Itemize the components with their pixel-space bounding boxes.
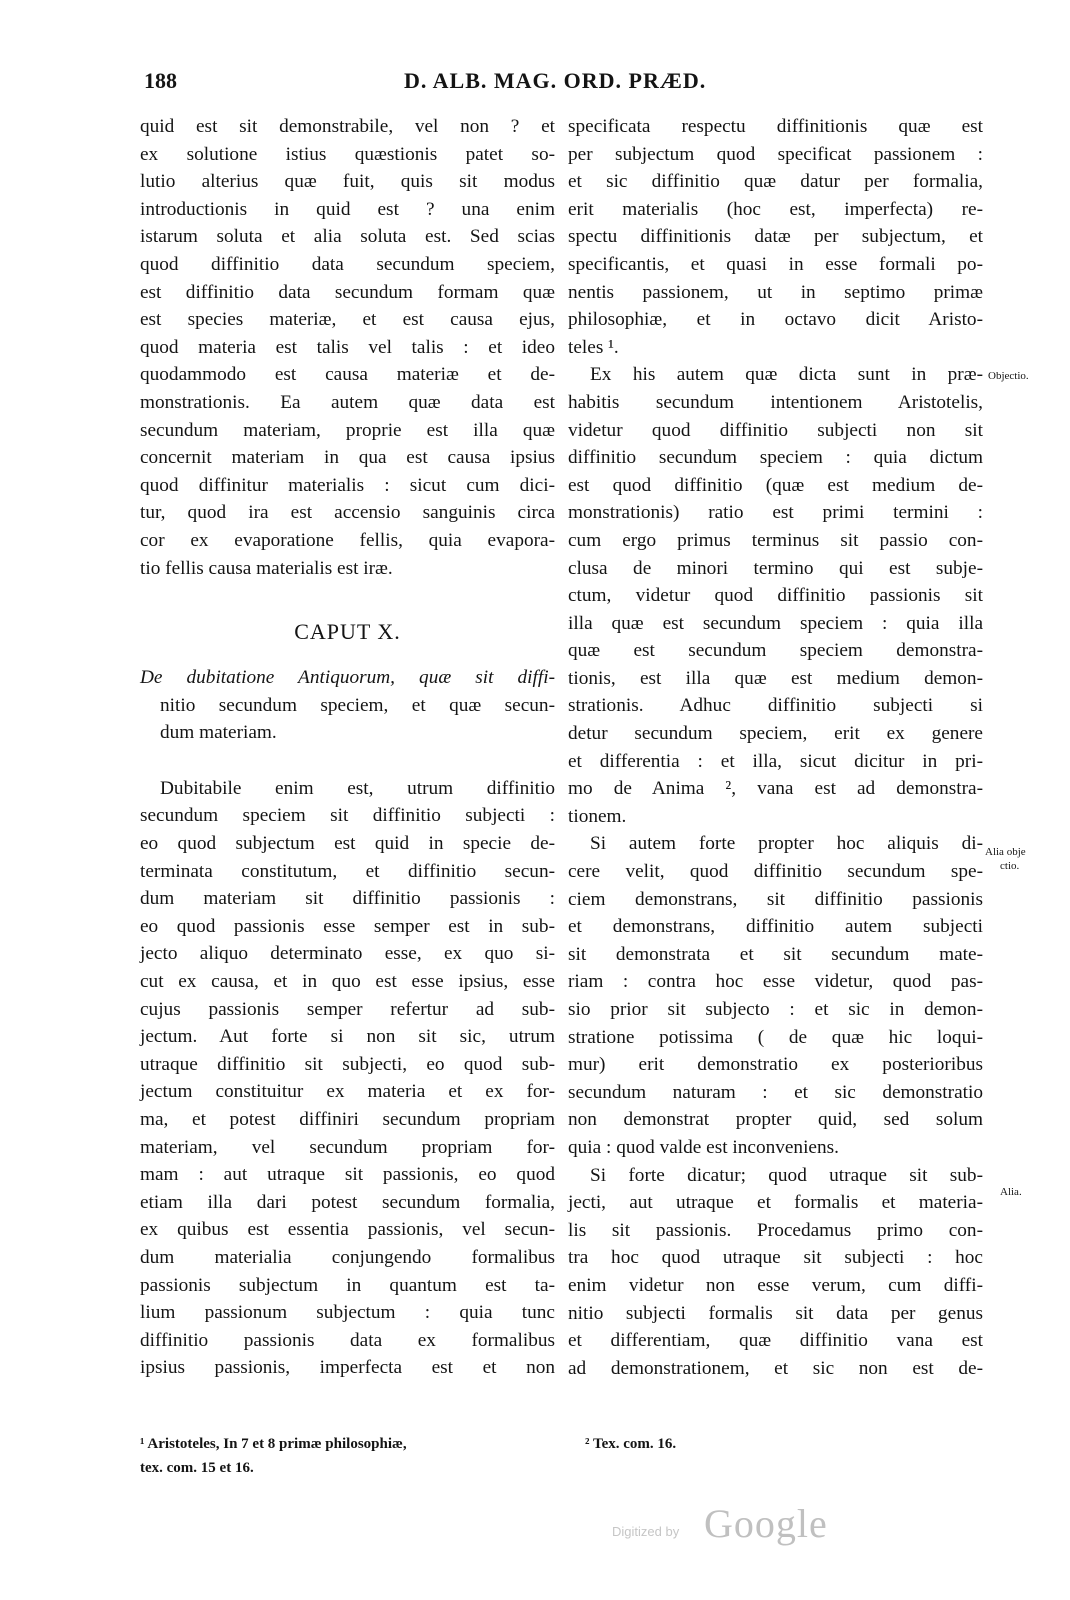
text-line: est diffinitio data secundum formam quæ (140, 281, 555, 303)
left-column (140, 113, 555, 1382)
text-line: Si forte dicatur; quod utraque sit sub- (590, 1164, 983, 1186)
google-logo: Google (704, 1501, 828, 1546)
text-line: materiam, vel secundum propriam for- (140, 1136, 555, 1158)
left-paragraph-1 (140, 113, 555, 582)
text-line: nitio subjecti formalis sit data per genus (568, 1302, 983, 1324)
text-line: habitis secundum intentionem Aristotelis, (568, 391, 983, 413)
text-line: cere velit, quod diffinitio secundum spe- (568, 861, 983, 883)
text-line: quia : quod valde est inconveniens. (568, 1136, 839, 1158)
text-line: riam : contra hoc esse videtur, quod pas- (568, 971, 983, 993)
text-line: secundum naturam : et sic demonstratio (568, 1081, 983, 1103)
text-line: secundum speciem sit diffinitio subjecti : (140, 805, 555, 827)
page-number: 188 (144, 68, 177, 93)
text-line: mur) erit demonstratio ex posterioribus (568, 1054, 983, 1076)
text-line: ad demonstrationem, et sic non est de- (568, 1357, 983, 1379)
text-line: et differentiam, quæ diffinitio vana est (568, 1330, 983, 1352)
chapter-title-line: nitio secundum speciem, et quæ secun- (160, 694, 555, 716)
text-line: jectum. Aut forte si non sit sic, utrum (140, 1026, 555, 1048)
text-line: secundum materiam, proprie est illa quæ (140, 419, 555, 441)
text-line: dum materialia conjungendo formalibus (140, 1246, 555, 1268)
text-line: quid est sit demonstrabile, vel non ? et (140, 116, 555, 137)
text-line: ma, et potest diffiniri secundum propriam (140, 1109, 555, 1130)
footnote-line: tex. com. 15 et 16. (140, 1460, 254, 1476)
right-paragraph-4 (568, 1162, 983, 1383)
text-line: teles ¹. (568, 336, 619, 358)
text-line: tionis, est illa quæ est medium demon- (568, 667, 983, 689)
text-line: videtur quod diffinitio subjecti non sit (568, 419, 983, 441)
text-line: quæ est secundum speciem demonstra- (568, 640, 983, 662)
text-line: erit materialis (hoc est, imperfecta) re- (568, 198, 983, 220)
text-line: tio fellis causa materialis est iræ. (140, 557, 393, 579)
text-line: passionis subjectum in quantum est ta- (140, 1274, 555, 1296)
text-line: non demonstrat propter quid, sed solum (568, 1109, 983, 1131)
text-line: introductionis in quid est ? una enim (140, 198, 555, 220)
text-line: quodammodo est causa materiæ et de- (140, 364, 555, 386)
footnote-left (140, 1432, 555, 1480)
text-line: tur, quod ira est accensio sanguinis circa (140, 502, 555, 524)
text-line: utraque diffinitio sit subjecti, eo quod sub- (140, 1053, 555, 1075)
text-line: quod diffinitur materialis : sicut cum dici- (140, 474, 555, 496)
text-line: Si autem forte propter hoc aliquis di- (590, 833, 983, 855)
text-line: lium passionum subjectum : quia tunc (140, 1302, 555, 1324)
chapter-heading: CAPUT X. (294, 619, 401, 645)
text-line: concernit materiam in qua est causa ipsius (140, 447, 555, 469)
text-line: stratione potissima ( de quæ hic loqui- (568, 1026, 983, 1048)
text-line: jecti, aut utraque et formalis et materia- (568, 1192, 983, 1214)
left-paragraph-2 (140, 775, 555, 1382)
marginal-note-alia: Alia. (1000, 1186, 1022, 1198)
text-line: eo quod passionis esse semper est in sub- (140, 915, 555, 937)
text-line: et sic diffinitio quæ datur per formalia, (568, 171, 983, 193)
right-paragraph-1 (568, 113, 983, 361)
text-line: cut ex causa, et in quo est esse ipsius, esse (140, 971, 555, 993)
text-line: terminata constitutum, et diffinitio secun- (140, 860, 555, 882)
text-line: diffinitio passionis data ex formalibus (140, 1329, 555, 1351)
text-line: dum materiam sit diffinitio passionis : (140, 888, 555, 910)
marginal-note-alia-objectio-cont: ctio. (1000, 860, 1020, 872)
text-line: et differentia : et illa, sicut dicitur in pri- (568, 750, 983, 772)
text-line: ipsius passionis, imperfecta est et non (140, 1357, 555, 1379)
marginal-note-alia-objectio: Alia obje (985, 846, 1026, 858)
text-line: nentis passionem, ut in septimo primæ (568, 281, 983, 303)
text-line: jecto aliquo determinato esse, ex quo si- (140, 943, 555, 965)
text-line: ctum, videtur quod diffinitio passionis sit (568, 585, 983, 607)
text-line: etiam illa dari potest secundum formalia, (140, 1191, 555, 1213)
chapter-title-line: De dubitatione Antiquorum, quæ sit diffi- (140, 667, 555, 689)
text-line: est quod diffinitio (quæ est medium de- (568, 474, 983, 496)
text-line: detur secundum speciem, erit ex genere (568, 723, 983, 745)
text-line: tra hoc quod utraque sit subjecti : hoc (568, 1247, 983, 1269)
right-paragraph-2 (568, 361, 983, 830)
text-line: mam : aut utraque sit passionis, eo quod (140, 1164, 555, 1186)
text-line: cujus passionis semper refertur ad sub- (140, 998, 555, 1020)
text-line: jectum constituitur ex materia et ex for- (140, 1081, 555, 1103)
text-line: strationis. Adhuc diffinitio subjecti si (568, 695, 983, 717)
footnote-line: ¹ Aristoteles, In 7 et 8 primæ philosophiæ, (140, 1436, 407, 1452)
text-line: monstrationis) ratio est primi termini : (568, 502, 983, 524)
text-line: istarum soluta et alia soluta est. Sed scias (140, 226, 555, 248)
text-line: quod materia est talis vel talis : et ideo (140, 336, 555, 358)
text-line: enim videtur non esse verum, cum diffi- (568, 1274, 983, 1296)
text-line: cor ex evaporatione fellis, quia evapora- (140, 529, 555, 551)
text-line: spectu diffinitionis datæ per subjectum, et (568, 226, 983, 248)
text-line: per subjectum quod specificat passionem : (568, 143, 983, 165)
text-line: sit demonstrata et sit secundum mate- (568, 943, 983, 965)
digitized-by-text: Digitized by (612, 1524, 680, 1539)
text-line: sio prior sit subjecto : et sic in demon- (568, 999, 983, 1020)
text-line: cum ergo primus terminus sit passio con- (568, 529, 983, 551)
chapter-title-line: dum materiam. (160, 722, 277, 744)
right-column (568, 113, 983, 1382)
text-line: ciem demonstrans, sit diffinitio passionis (568, 888, 983, 910)
right-paragraph-3 (568, 830, 983, 1161)
marginal-note-objectio: Objectio. (988, 370, 1029, 382)
text-line: diffinitio secundum speciem : quia dictum (568, 447, 983, 469)
text-line: tionem. (568, 805, 627, 827)
text-line: philosophiæ, et in octavo dicit Aristo- (568, 309, 983, 331)
text-line: ex solutione istius quæstionis patet so- (140, 143, 555, 165)
text-line: lutio alterius quæ fuit, quis sit modus (140, 171, 555, 193)
text-line: specificantis, et quasi in esse formali po- (568, 253, 983, 275)
text-line: mo de Anima ², vana est ad demonstra- (568, 778, 983, 800)
text-line: et demonstrans, diffinitio autem subjecti (568, 916, 983, 938)
running-head: D. ALB. MAG. ORD. PRÆD. (404, 68, 707, 93)
footnote-line: ² Tex. com. 16. (585, 1436, 677, 1452)
text-line: illa quæ est secundum speciem : quia illa (568, 612, 983, 634)
page-header (144, 68, 974, 98)
chapter-title (140, 664, 555, 747)
footnote-right (585, 1432, 885, 1456)
text-line: est species materiæ, et est causa ejus, (140, 309, 555, 331)
text-line: clusa de minori termino qui est subje- (568, 557, 983, 579)
text-line: monstrationis. Ea autem quæ data est (140, 391, 555, 413)
text-line: lis sit passionis. Procedamus primo con- (568, 1219, 983, 1241)
text-line: ex quibus est essentia passionis, vel secun- (140, 1219, 555, 1241)
text-line: eo quod subjectum est quid in specie de- (140, 833, 555, 855)
text-line: Ex his autem quæ dicta sunt in præ- (590, 364, 983, 386)
text-line: Dubitabile enim est, utrum diffinitio (160, 777, 555, 799)
text-line: quod diffinitio data secundum speciem, (140, 253, 555, 275)
text-line: specificata respectu diffinitionis quæ est (568, 116, 983, 137)
